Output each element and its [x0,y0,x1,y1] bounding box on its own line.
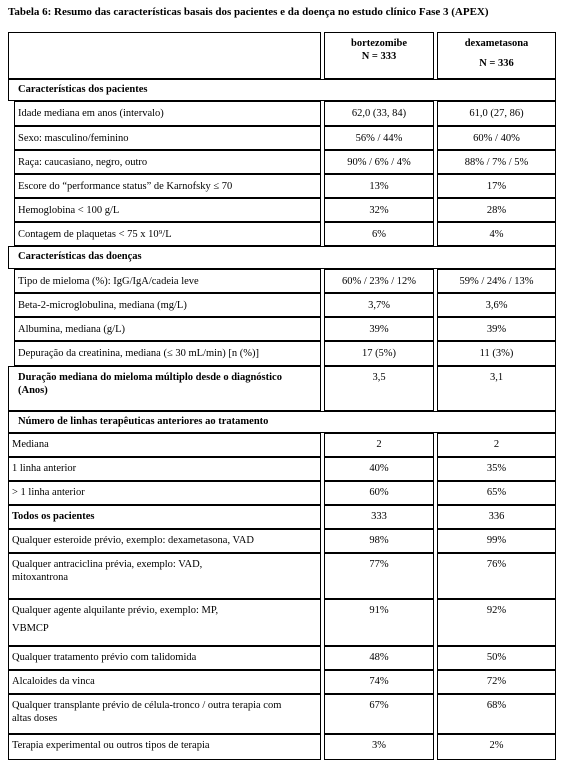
disease-row-3-bortezomibe-value: 17 (5%) [361,348,397,359]
patient-row-0-label: Idade mediana em anos (intervalo) [18,108,164,119]
therapy-row-5-label-line1: Qualquer transplante prévio de célula-tronco / outra terapia com [12,700,282,711]
therapy-row-1-dexametasona-value: 76% [486,559,507,570]
all-patients-row-label: Todos os pacientes [12,511,95,522]
patient-row-4-label: Hemoglobina < 100 g/L [18,204,120,216]
therapy-row-6-bortezomibe-value: 3% [372,740,386,751]
disease-row-0-label: Tipo de mieloma (%): IgG/IgA/cadeia leve [18,275,199,287]
therapy-row-6-label-line1: Terapia experimental ou outros tipos de terapia [12,740,210,751]
disease-row-1-bortezomibe-value: 3,7% [368,299,390,311]
section-prior-heading: Número de linhas terapêuticas anteriores ao tratamento [18,416,269,427]
header-empty-cell [8,32,321,79]
patient-row-3-bortezomibe-value: 13% [369,180,389,192]
duration-bortezomibe-value: 3,5 [372,372,386,383]
patient-row-1-bortezomibe-value: 56% / 44% [355,132,403,144]
therapy-row-5-bortezomibe-value: 67% [369,700,389,711]
therapy-row-6-dexametasona-value: 2% [489,740,504,751]
column-header-bortezomibe: bortezomibe [351,38,407,49]
table-title: Tabela 6: Resumo das características basais dos pacientes e da doença no estudo clínico Fase 3 (APEX) [8,6,489,18]
column-header-bortezomibe-n: N = 333 [361,51,397,62]
duration-label-line2: (Anos) [18,385,48,396]
section-disease-heading: Características das doenças [18,251,142,262]
patient-row-1-label: Sexo: masculino/feminino [18,132,129,144]
disease-row-2-bortezomibe-value: 39% [369,323,389,335]
therapy-row-2-dexametasona-value: 92% [486,605,507,616]
disease-row-1-dexametasona-value: 3,6% [485,299,508,311]
therapy-row-3-bortezomibe-value: 48% [369,652,389,663]
prior-row-1-label: 1 linha anterior [12,463,77,474]
disease-row-3-label: Depuração da creatinina, mediana (≤ 30 mL/min) [n (%)] [18,348,260,359]
patient-row-5-dexametasona-value: 4% [489,228,504,240]
therapy-row-3-label-line1: Qualquer tratamento prévio com talidomida [12,652,197,663]
patient-row-4-bortezomibe-value: 32% [369,204,389,216]
patient-row-3-label: Escore do “performance status” de Karnofsky ≤ 70 [18,180,233,192]
prior-row-1-bortezomibe-value: 40% [369,463,389,474]
patient-row-0-bortezomibe-value: 62,0 (33, 84) [351,108,407,119]
duration-dexametasona-value: 3,1 [489,372,504,383]
patient-row-3-dexametasona-value: 17% [486,180,507,192]
duration-label-line1: Duração mediana do mieloma múltiplo desde o diagnóstico [18,372,282,383]
prior-row-2-dexametasona-value: 65% [486,487,507,498]
therapy-row-2-label-line1: Qualquer agente alquilante prévio, exemplo: MP, [12,605,219,616]
column-header-dexametasona-n: N = 336 [479,58,514,69]
prior-row-2-bortezomibe-value: 60% [369,487,389,498]
therapy-row-1-bortezomibe-value: 77% [369,559,389,570]
prior-row-0-dexametasona-value: 2 [493,439,500,450]
therapy-row-2-label-line2: VBMCP [12,623,49,634]
prior-row-2-label: > 1 linha anterior [12,487,85,498]
prior-row-0-bortezomibe-value: 2 [376,439,382,450]
patient-row-5-label: Contagem de plaquetas < 75 x 10⁹/L [18,228,172,240]
disease-row-2-dexametasona-value: 39% [486,323,507,335]
patient-row-4-dexametasona-value: 28% [486,204,507,216]
disease-row-3-dexametasona-value: 11 (3%) [479,348,514,359]
therapy-row-4-label-line1: Alcaloides da vinca [12,676,95,687]
disease-row-0-bortezomibe-value: 60% / 23% / 12% [341,275,417,287]
prior-row-0-label: Mediana [12,439,49,450]
therapy-row-5-label-line2: altas doses [12,713,58,724]
all-patients-row-bortezomibe-value: 333 [371,511,387,522]
therapy-row-5-dexametasona-value: 68% [486,700,507,711]
prior-row-0-label-cell [8,433,321,457]
therapy-row-0-dexametasona-value: 99% [486,535,507,546]
column-header-dexametasona: dexametasona [464,38,529,49]
therapy-row-2-bortezomibe-value: 91% [369,605,389,616]
patient-row-5-bortezomibe-value: 6% [372,228,386,240]
patient-row-2-label: Raça: caucasiano, negro, outro [18,156,148,168]
therapy-row-1-label-line1: Qualquer antraciclina prévia, exemplo: VAD, [12,559,203,570]
disease-row-1-label: Beta-2-microglobulina, mediana (mg/L) [18,299,187,311]
therapy-row-4-dexametasona-value: 72% [486,676,507,687]
therapy-row-0-bortezomibe-value: 98% [369,535,389,546]
all-patients-row-dexametasona-value: 336 [488,511,505,522]
section-patients-heading: Características dos pacientes [18,84,148,95]
therapy-row-3-dexametasona-value: 50% [486,652,507,663]
disease-row-0-dexametasona-value: 59% / 24% / 13% [459,275,534,287]
therapy-row-1-label-line2: mitoxantrona [12,572,68,583]
patient-row-1-dexametasona-value: 60% / 40% [473,132,520,144]
prior-row-1-dexametasona-value: 35% [486,463,507,474]
therapy-row-0-label-line1: Qualquer esteroide prévio, exemplo: dexametasona, VAD [12,535,254,546]
therapy-row-4-bortezomibe-value: 74% [369,676,389,687]
patient-row-2-dexametasona-value: 88% / 7% / 5% [464,156,529,168]
disease-row-2-label: Albumina, mediana (g/L) [18,323,126,335]
patient-row-2-bortezomibe-value: 90% / 6% / 4% [347,156,411,168]
patient-row-0-dexametasona-value: 61,0 (27, 86) [469,108,524,119]
